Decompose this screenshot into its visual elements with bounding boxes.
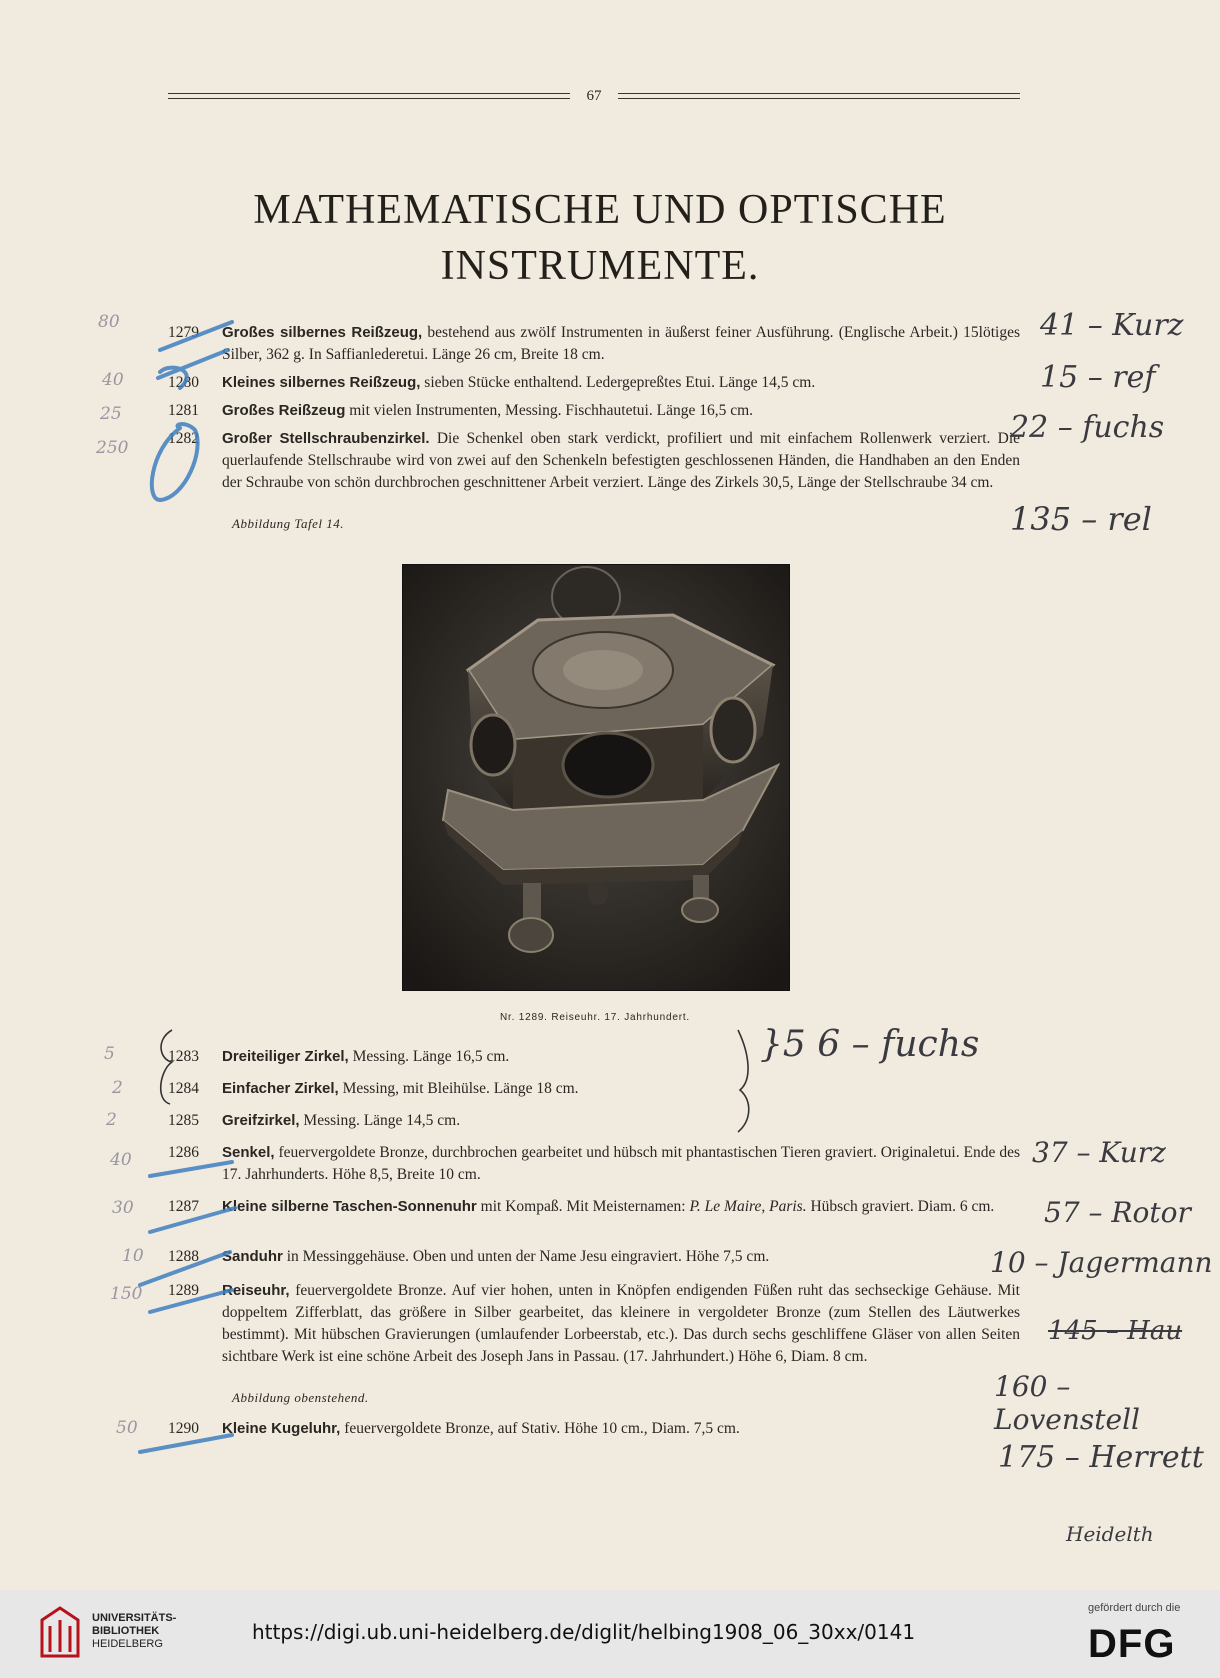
entry-desc: sieben Stücke enthaltend. Ledergepreßtes Etui. Länge 14,5 cm. (424, 374, 816, 391)
entry-1279 (168, 322, 1020, 366)
entry-desc: Messing, mit Bleihülse. Länge 18 cm. (342, 1080, 579, 1097)
estimate-1285: 2 (106, 1110, 117, 1130)
estimate-1290: 50 (116, 1418, 138, 1438)
price-1283-1285: }5 6 – fuchs (760, 1024, 980, 1065)
entry-name: Einfacher Zirkel, (222, 1080, 339, 1097)
ub-heidelberg-logo-icon (40, 1606, 80, 1658)
entry-desc: in Messinggehäuse. Oben und unten der Name Jesu eingraviert. Höhe 7,5 cm. (286, 1248, 770, 1265)
entry-name: Großes Reißzeug (222, 402, 346, 419)
title-line-1: MATHEMATISCHE UND OPTISCHE (253, 187, 947, 233)
footer-bar (0, 1590, 1220, 1678)
estimate-1286: 40 (110, 1150, 132, 1170)
entry-number: 1287 (168, 1198, 199, 1215)
dfg-logo: DFG (1088, 1622, 1176, 1666)
funded-by-label: gefördert durch die (1088, 1602, 1181, 1614)
entry-1282 (168, 428, 1020, 494)
entry-desc: Die Schenkel oben stark verdickt, profiliert und mit einfachem Rollenwerk verziert. Die querlaufende Stellschraube wird von zwei auf den Schenkeln befestigten geschlossenen Händen, die Handhaben an den Enden der Schraube von schön durchbrochen geschnittener Arbeit verziert. Länge des Zirkels 30,5, Länge der Stellschraube 34 cm. (222, 430, 1021, 491)
permalink-url[interactable]: https://digi.ub.uni-heidelberg.de/diglit/helbing1908_06_30xx/0141 (252, 1620, 916, 1644)
reiseuhr-photo (402, 564, 790, 991)
entry-number: 1282 (168, 430, 199, 447)
entry-1287 (168, 1196, 1020, 1218)
entry-desc: Messing. Länge 16,5 cm. (352, 1048, 510, 1065)
entry-name: Kleine Kugeluhr, (222, 1420, 341, 1437)
entry-name: Kleine silberne Taschen-Sonnenuhr (222, 1198, 477, 1215)
estimate-1281: 25 (100, 404, 122, 424)
price-1279: 41 – Kurz (1040, 308, 1184, 343)
entry-number: 1285 (168, 1112, 199, 1129)
abbildung-note-1282: Abbildung Tafel 14. (232, 516, 344, 531)
entry-desc: mit Kompaß. Mit Meisternamen: (480, 1198, 686, 1215)
entry-1281 (168, 400, 1020, 422)
entry-1285 (168, 1110, 1020, 1132)
price-1289-struck: 145 – Hau (1048, 1316, 1183, 1346)
library-line-3: HEIDELBERG (92, 1638, 163, 1650)
header-rule (168, 88, 1020, 104)
entry-desc-after: Hübsch graviert. Diam. 6 cm. (810, 1198, 995, 1215)
entry-1280 (168, 372, 1020, 394)
entry-name: Großer Stellschraubenzirkel. (222, 430, 430, 447)
entry-name: Reiseuhr, (222, 1282, 290, 1299)
library-line-1: UNIVERSITÄTS- (92, 1612, 177, 1624)
entry-number: 1283 (168, 1048, 199, 1065)
entry-1289 (168, 1280, 1020, 1368)
entry-name: Senkel, (222, 1144, 275, 1161)
entry-1284 (168, 1078, 1020, 1100)
estimate-1288: 10 (122, 1246, 144, 1266)
estimate-1289: 150 (110, 1284, 143, 1304)
entry-name: Greifzirkel, (222, 1112, 300, 1129)
entry-number: 1290 (168, 1420, 199, 1437)
entry-desc: Messing. Länge 14,5 cm. (303, 1112, 461, 1129)
library-name (92, 1612, 176, 1651)
estimate-1280: 40 (102, 370, 124, 390)
title-line-2: INSTRUMENTE. (440, 243, 760, 289)
price-1286: 37 – Kurz (1032, 1136, 1166, 1169)
maker-name: P. Le Maire, Paris. (689, 1198, 807, 1215)
price-1281: 22 – fuchs (1010, 410, 1165, 445)
price-1287: 57 – Rotor (1044, 1196, 1191, 1229)
entry-number: 1289 (168, 1282, 199, 1299)
entry-1286 (168, 1142, 1020, 1186)
rule-right (618, 93, 1020, 99)
entry-desc: mit vielen Instrumenten, Messing. Fischhautetui. Länge 16,5 cm. (349, 402, 754, 419)
clock-illustration (403, 565, 789, 990)
entry-number: 1279 (168, 324, 199, 341)
entry-name: Dreiteiliger Zirkel, (222, 1048, 349, 1065)
page-number: 67 (586, 88, 602, 104)
estimate-1287: 30 (112, 1198, 134, 1218)
entry-desc: feuervergoldete Bronze, durchbrochen gearbeitet und hübsch mit phantastischen Tieren graviert. Originaletui. Ende des 17. Jahrhunderts. Höhe 8,5, Breite 10 cm. (222, 1144, 1021, 1183)
estimate-1283: 5 (104, 1044, 115, 1064)
entry-number: 1280 (168, 374, 199, 391)
price-1290-note: Heidelth (1066, 1522, 1154, 1546)
estimate-1282: 250 (96, 438, 129, 458)
entry-number: 1284 (168, 1080, 199, 1097)
entry-number: 1281 (168, 402, 199, 419)
entry-number: 1288 (168, 1248, 199, 1265)
estimate-1279: 80 (98, 312, 120, 332)
entry-name: Sanduhr (222, 1248, 283, 1265)
entry-name: Kleines silbernes Reißzeug, (222, 374, 421, 391)
abbildung-note-1289: Abbildung obenstehend. (232, 1390, 369, 1405)
entry-1290 (168, 1418, 1020, 1440)
page-title (150, 182, 1050, 294)
library-line-2: BIBLIOTHEK (92, 1625, 160, 1637)
entry-name: Großes silbernes Reißzeug, (222, 324, 423, 341)
estimate-1284: 2 (112, 1078, 123, 1098)
entry-desc: feuervergoldete Bronze, auf Stativ. Höhe 10 cm., Diam. 7,5 cm. (344, 1420, 740, 1437)
price-1280: 15 – ref (1040, 360, 1156, 395)
price-1289: 160 – Lovenstell (994, 1370, 1140, 1436)
entry-desc: bestehend aus zwölf Instrumenten in äußerst feiner Ausführung. (Englische Arbeit.) 15lötiges Silber, 362 g. In Saffianlederetui. Länge 26 cm, Breite 18 cm. (222, 324, 1020, 363)
price-1288: 10 – Jagermann (990, 1246, 1213, 1279)
figure-caption: Nr. 1289. Reiseuhr. 17. Jahrhundert. (499, 1012, 690, 1023)
price-1290: 175 – Herrett (998, 1440, 1204, 1475)
entry-desc: feuervergoldete Bronze. Auf vier hohen, unten in Knöpfen endigenden Füßen ruht das sechseckige Gehäuse. Mit doppeltem Zifferblatt, das größere in Silber gearbeitet, das kleinere in vergoldeter Bronze (zum Stellen des Läutwerkes bestimmt). Mit hübschen Gravierungen (umlaufender Lorbeerstab, etc.). Das durch sechs geschliffene Gläser von allen Seiten sichtbare Werk ist eine schöne Arbeit des Joseph Jans in Passau. (17. Jahrhundert.) Höhe 6, Diam. 8 cm. (222, 1282, 1020, 1365)
entry-1288 (168, 1246, 1020, 1268)
entry-number: 1286 (168, 1144, 199, 1161)
price-1282: 135 – rel (1010, 500, 1152, 538)
